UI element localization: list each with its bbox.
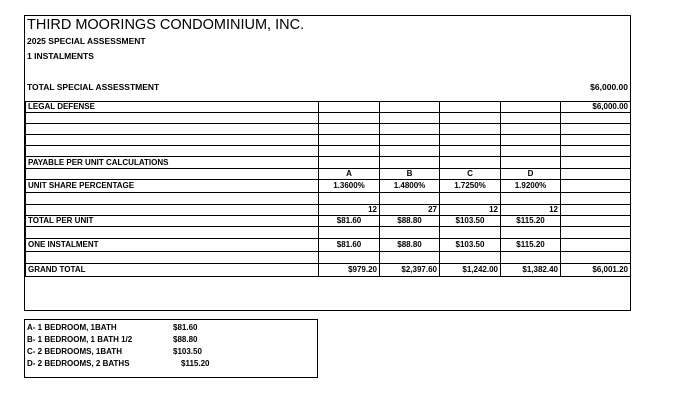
table-row <box>26 216 631 227</box>
grand-total-c: $1,242.00 <box>440 264 501 277</box>
table-row <box>26 135 631 146</box>
grand-total-sum: $6,001.20 <box>561 264 631 277</box>
per-unit-d: $115.20 <box>501 216 561 227</box>
grand-total-b: $2,397.60 <box>380 264 440 277</box>
per-unit-c: $103.50 <box>440 216 501 227</box>
instalments-subtitle: 1 INSTALMENTS <box>27 51 94 61</box>
per-unit-a: $81.60 <box>319 216 380 227</box>
table-row <box>26 239 631 252</box>
instalment-d: $115.20 <box>501 239 561 252</box>
count-a: 12 <box>319 205 380 216</box>
legend-price: $88.80 <box>173 335 198 344</box>
unit-header-d: D <box>501 169 561 180</box>
grand-total-a: $979.20 <box>319 264 380 277</box>
unit-type-legend <box>24 319 318 378</box>
table-row <box>26 180 631 193</box>
legend-price: $81.60 <box>173 323 198 332</box>
count-c: 12 <box>440 205 501 216</box>
unit-header-c: C <box>440 169 501 180</box>
grand-total-label: GRAND TOTAL <box>26 264 319 277</box>
instalment-b: $88.80 <box>380 239 440 252</box>
legal-defense-amount: $6,000.00 <box>561 102 631 113</box>
table-row <box>26 193 631 205</box>
total-assessment-value: $6,000.00 <box>590 82 628 92</box>
total-per-unit-label: TOTAL PER UNIT <box>26 216 319 227</box>
one-instalment-label: ONE INSTALMENT <box>26 239 319 252</box>
legend-label: C- 2 BEDROOMS, 1BATH <box>27 347 122 356</box>
assessment-table <box>25 101 631 277</box>
unit-share-label: UNIT SHARE PERCENTAGE <box>26 180 319 193</box>
count-b: 27 <box>380 205 440 216</box>
payable-calculations-label: PAYABLE PER UNIT CALCULATIONS <box>26 157 319 169</box>
table-row <box>26 102 631 113</box>
instalment-c: $103.50 <box>440 239 501 252</box>
legend-price: $115.20 <box>181 359 210 368</box>
legend-label: D- 2 BEDROOMS, 2 BATHS <box>27 359 130 368</box>
assessment-year-subtitle: 2025 SPECIAL ASSESSMENT <box>27 36 146 46</box>
table-row <box>26 169 631 180</box>
page-title: THIRD MOORINGS CONDOMINIUM, INC. <box>27 17 305 33</box>
unit-header-b: B <box>380 169 440 180</box>
share-a: 1.3600% <box>319 180 380 193</box>
legend-price: $103.50 <box>173 347 202 356</box>
table-row <box>26 146 631 157</box>
share-c: 1.7250% <box>440 180 501 193</box>
table-row <box>26 227 631 239</box>
per-unit-b: $88.80 <box>380 216 440 227</box>
instalment-a: $81.60 <box>319 239 380 252</box>
legal-defense-label: LEGAL DEFENSE <box>26 102 319 113</box>
table-row <box>26 157 631 169</box>
table-row <box>26 113 631 124</box>
unit-header-a: A <box>319 169 380 180</box>
table-row <box>26 205 631 216</box>
legend-label: B- 1 BEDROOM, 1 BATH 1/2 <box>27 335 133 344</box>
share-d: 1.9200% <box>501 180 561 193</box>
table-row <box>26 252 631 264</box>
total-assessment-label: TOTAL SPECIAL ASSESSTMENT <box>27 82 160 92</box>
legend-label: A- 1 BEDROOM, 1BATH <box>27 323 117 332</box>
table-row <box>26 264 631 277</box>
table-row <box>26 124 631 135</box>
grand-total-d: $1,382.40 <box>501 264 561 277</box>
assessment-sheet <box>24 15 631 311</box>
count-d: 12 <box>501 205 561 216</box>
share-b: 1.4800% <box>380 180 440 193</box>
